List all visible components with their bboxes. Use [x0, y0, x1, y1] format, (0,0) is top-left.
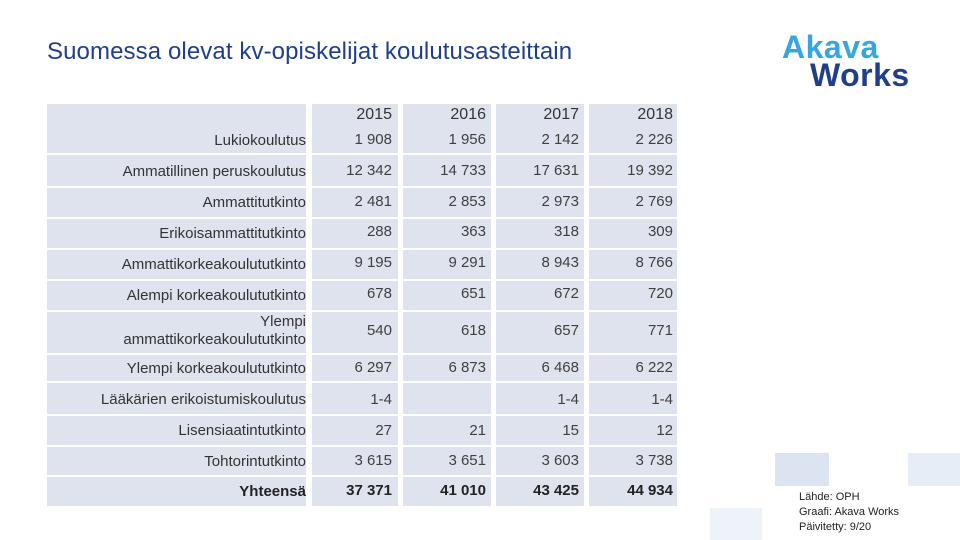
row-label	[123, 313, 306, 349]
table-band	[47, 219, 677, 248]
logo-line-1: Akava	[782, 29, 879, 65]
table-cell: 8 766	[635, 254, 673, 271]
total-cell: 43 425	[533, 482, 579, 499]
table-cell: 2 481	[354, 193, 392, 210]
table-cell: 1-4	[557, 391, 579, 408]
table-cell: 1-4	[370, 391, 392, 408]
table-cell: 2 853	[448, 193, 486, 210]
column-header: 2018	[637, 106, 673, 123]
table-cell: 12	[656, 422, 673, 439]
table-cell: 2 226	[635, 131, 673, 148]
table-cell: 363	[460, 223, 486, 240]
table-cell: 6 222	[635, 359, 673, 376]
decorative-square	[908, 453, 960, 486]
table-cell: 6 873	[448, 359, 486, 376]
row-label: Erikoisammattitutkinto	[159, 225, 306, 242]
row-label: Lukiokoulutus	[214, 132, 306, 149]
table-cell: 318	[553, 223, 579, 240]
table-cell: 9 291	[448, 254, 486, 271]
row-label: Alempi korkeakoulututkinto	[126, 287, 306, 304]
table-cell: 12 342	[346, 162, 392, 179]
row-label: Lisensiaatintutkinto	[178, 422, 306, 439]
table-cell: 6 297	[354, 359, 392, 376]
table-cell: 2 142	[541, 131, 579, 148]
table-cell: 288	[366, 223, 392, 240]
table-cell: 2 973	[541, 193, 579, 210]
column-header: 2016	[450, 106, 486, 123]
source-note	[799, 490, 899, 535]
table-cell: 1 956	[448, 131, 486, 148]
table-cell: 17 631	[533, 162, 579, 179]
table-cell: 3 738	[635, 452, 673, 469]
table-cell: 15	[562, 422, 579, 439]
table-cell: 9 195	[354, 254, 392, 271]
table-cell: 540	[366, 322, 392, 339]
row-label: Tohtorintutkinto	[204, 453, 306, 470]
decorative-square	[710, 508, 762, 540]
total-row-label: Yhteensä	[239, 483, 306, 500]
table-cell: 3 603	[541, 452, 579, 469]
total-cell: 37 371	[346, 482, 392, 499]
row-label: Lääkärien erikoistumiskoulutus	[100, 391, 306, 408]
total-cell: 44 934	[627, 482, 673, 499]
slide-title: Suomessa olevat kv-opiskelijat koulutusasteittain	[47, 38, 573, 65]
table-cell: 8 943	[541, 254, 579, 271]
column-gap	[398, 104, 403, 506]
table-cell: 21	[469, 422, 486, 439]
table-cell: 618	[460, 322, 486, 339]
table-cell: 1-4	[651, 391, 673, 408]
source-line: Graafi: Akava Works	[799, 506, 900, 518]
table-cell: 720	[647, 285, 673, 302]
row-label-line: Ylempi	[260, 313, 306, 330]
column-header: 2015	[356, 106, 392, 123]
table-cell: 6 468	[541, 359, 579, 376]
column-gap	[584, 104, 589, 506]
table-cell: 2 769	[635, 193, 673, 210]
table-cell: 309	[647, 223, 673, 240]
logo-line-2: Works	[810, 57, 910, 93]
table-cell: 3 615	[354, 452, 392, 469]
table-cell: 27	[375, 422, 392, 439]
table-cell: 14 733	[440, 162, 486, 179]
column-gap	[491, 104, 496, 506]
table-cell: 19 392	[627, 162, 673, 179]
table-cell: 3 651	[448, 452, 486, 469]
table-cell: 657	[553, 322, 579, 339]
source-line: Päivitetty: 9/20	[799, 521, 872, 533]
row-label-line: ammattikorkeakoulututkinto	[123, 331, 306, 348]
table-band	[47, 416, 677, 445]
column-gap	[306, 104, 312, 506]
table-cell: 771	[647, 322, 673, 339]
table-cell: 672	[553, 285, 579, 302]
decorative-square	[775, 453, 829, 486]
row-label: Ammattikorkeakoulututkinto	[121, 256, 306, 273]
row-label: Ylempi korkeakoulututkinto	[126, 360, 306, 377]
total-cell: 41 010	[440, 482, 486, 499]
row-label: Ammattitutkinto	[202, 194, 306, 211]
table-cell: 1 908	[354, 131, 392, 148]
akava-works-logo	[780, 30, 920, 94]
table-cell: 678	[366, 285, 392, 302]
table-cell: 651	[460, 285, 486, 302]
source-line: Lähde: OPH	[799, 491, 860, 503]
row-label: Ammatillinen peruskoulutus	[122, 163, 306, 180]
column-header: 2017	[543, 106, 579, 123]
